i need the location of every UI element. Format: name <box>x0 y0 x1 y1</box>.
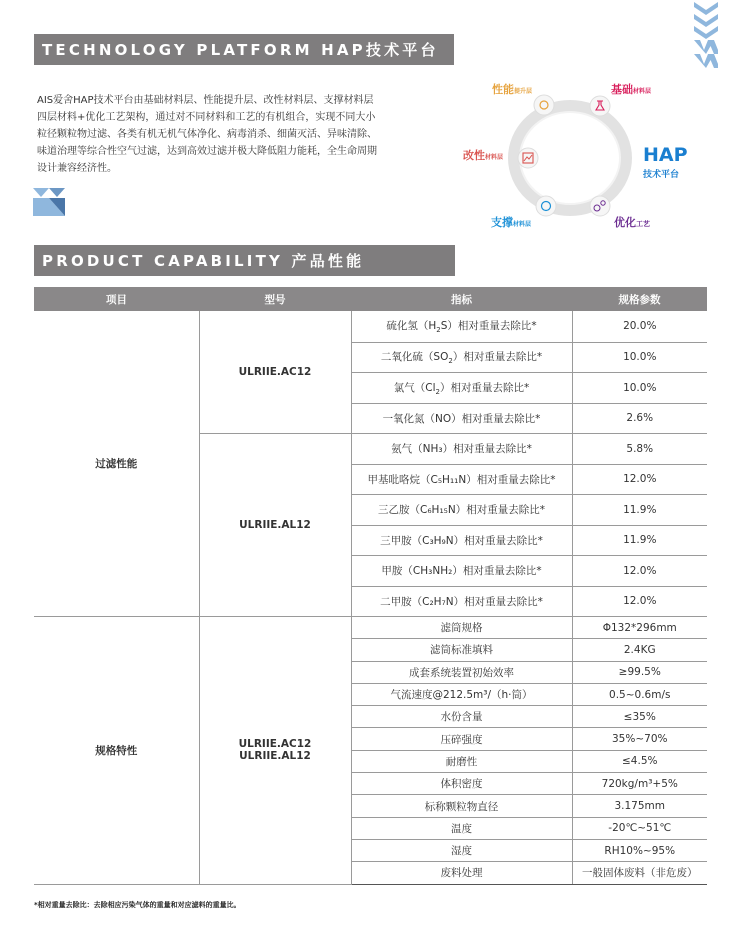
hap-platform-diagram <box>460 78 700 238</box>
value-cell: -20℃~51℃ <box>572 817 707 839</box>
indicator-cell: 废料处理 <box>351 862 572 884</box>
indicator-cell: 二氧化硫$(SO_2)$相对重量去除比* <box>351 342 572 373</box>
intro-line: AIS爱舍HAP技术平台由基础材料层、性能提升层、改性材料层、支撑材料层 <box>37 95 374 106</box>
svg-text:支撑材料层 <box>491 215 531 229</box>
node-label-sub: 材料层 <box>513 221 532 228</box>
table-row <box>34 311 707 342</box>
value-cell: ≥99.5% <box>572 661 707 683</box>
node-support-icon <box>536 196 556 216</box>
value-cell: 12.0% <box>572 556 707 587</box>
indicator-cell: 硫化氢$(H_2S)$相对重量去除比* <box>351 311 572 342</box>
model-line: ULRIIE.AC12 <box>238 738 312 751</box>
indicator-cell: 成套系统装置初始效率 <box>351 661 572 683</box>
indicator-cell: 水份含量 <box>351 706 572 728</box>
value-cell: 5.8% <box>572 434 707 465</box>
indicator-cell: 三乙胺（C₆H₁₅N）相对重量去除比* <box>351 495 572 526</box>
category-cell: 规格特性 <box>34 617 199 885</box>
node-label-main: 基础 <box>611 83 633 96</box>
indicator-cell: 压碎强度 <box>351 728 572 750</box>
node-label-main: 优化 <box>614 216 636 229</box>
node-base-icon <box>590 96 610 116</box>
header-cell: 型号 <box>199 287 351 311</box>
value-cell: 10.0% <box>572 373 707 404</box>
node-label-sub: 提升层 <box>514 88 533 95</box>
section-title-technology-platform <box>34 34 454 65</box>
node-optimize-icon <box>590 196 610 216</box>
value-cell: 12.0% <box>572 464 707 495</box>
node-label-main: 支撑 <box>491 216 513 229</box>
value-cell: 3.175mm <box>572 795 707 817</box>
intro-line: 设计兼容经济性。 <box>37 163 117 174</box>
hap-logo: HAP <box>643 144 688 166</box>
indicator-cell: 耐磨性 <box>351 750 572 772</box>
value-cell: 11.9% <box>572 525 707 556</box>
value-cell: ≤35% <box>572 706 707 728</box>
model-line: ULRIIE.AL12 <box>239 750 311 763</box>
value-cell: 2.4KG <box>572 639 707 661</box>
indicator-cell: 湿度 <box>351 839 572 861</box>
intro-line: 粒径颗粒物过滤、各类有机无机气体净化、病毒消杀、细菌灭活、异味清除、 <box>37 129 377 140</box>
indicator-cell: 一氧化氮（NO）相对重量去除比* <box>351 403 572 434</box>
header-cell: 项目 <box>34 287 199 311</box>
node-label-sub: 材料层 <box>633 88 652 95</box>
indicator-cell: 体积密度 <box>351 773 572 795</box>
value-cell: 11.9% <box>572 495 707 526</box>
svg-text:改性材料层 <box>463 148 503 162</box>
value-cell: 35%~70% <box>572 728 707 750</box>
value-cell: ≤4.5% <box>572 750 707 772</box>
value-cell: 12.0% <box>572 586 707 617</box>
node-label-sub: 工艺 <box>636 220 650 228</box>
chevron-stack-decoration-icon <box>692 0 720 76</box>
indicator-cell: 标称颗粒物直径 <box>351 795 572 817</box>
value-cell: RH10%~95% <box>572 839 707 861</box>
node-modified-icon <box>518 148 538 168</box>
section-title-text: TECHNOLOGY PLATFORM HAP技术平台 <box>42 41 439 59</box>
indicator-cell: 滤筒标准填料 <box>351 639 572 661</box>
node-label-sub: 材料层 <box>485 154 504 161</box>
value-cell: 0.5~0.6m/s <box>572 683 707 705</box>
value-cell: Φ132*296mm <box>572 617 707 639</box>
section-title-text: PRODUCT CAPABILITY 产品性能 <box>42 252 365 270</box>
indicator-cell: 三甲胺（C₃H₉N）相对重量去除比* <box>351 525 572 556</box>
hap-logo-sub: 技术平台 <box>643 170 680 180</box>
node-performance-icon <box>534 95 554 115</box>
model-cell: ULRIIE.AL12 <box>199 434 351 617</box>
footnote: *相对重量去除比：去除相应污染气体的重量和对应滤料的重量比。 <box>34 901 241 909</box>
indicator-cell: 二甲胺（C₂H₇N）相对重量去除比* <box>351 586 572 617</box>
spec-table <box>34 287 707 885</box>
intro-line: 四层材料+优化工艺架构，通过对不同材料和工艺的有机组合，实现不同大小 <box>37 112 376 123</box>
header-cell: 指标 <box>351 287 572 311</box>
svg-text:性能提升层 <box>492 82 532 96</box>
header-cell: 规格参数 <box>572 287 707 311</box>
category-cell: 过滤性能 <box>34 311 199 617</box>
node-label-main: 性能 <box>492 83 514 96</box>
indicator-cell: 滤筒规格 <box>351 617 572 639</box>
model-cell <box>199 617 351 885</box>
value-cell: 2.6% <box>572 403 707 434</box>
indicator-cell: 温度 <box>351 817 572 839</box>
svg-text:基础材料层 <box>611 82 651 96</box>
indicator-cell: 甲胺（CH₃NH₂）相对重量去除比* <box>351 556 572 587</box>
intro-paragraph <box>37 92 407 177</box>
indicator-cell: 氨气（NH₃）相对重量去除比* <box>351 434 572 465</box>
value-cell: 720kg/m³+5% <box>572 773 707 795</box>
indicator-cell: 氯气$(Cl_2)$相对重量去除比* <box>351 373 572 404</box>
value-cell: 10.0% <box>572 342 707 373</box>
node-label-main: 改性 <box>463 149 485 162</box>
section-title-product-capability <box>34 245 455 276</box>
model-cell: ULRIIE.AC12 <box>199 311 351 434</box>
table-header-row <box>34 287 707 311</box>
value-cell: 20.0% <box>572 311 707 342</box>
table-row <box>34 617 707 639</box>
value-cell: 一般固体废料（非危废） <box>572 862 707 884</box>
triangle-decoration-icon <box>33 188 65 216</box>
indicator-cell: 气流速度@212.5m³/（h·筒） <box>351 683 572 705</box>
intro-line: 味道治理等综合性空气过滤，达到高效过滤并极大降低阻力能耗，全生命周期 <box>37 146 377 157</box>
svg-text:优化工艺 <box>614 215 650 229</box>
indicator-cell: 甲基吡咯烷（C₅H₁₁N）相对重量去除比* <box>351 464 572 495</box>
